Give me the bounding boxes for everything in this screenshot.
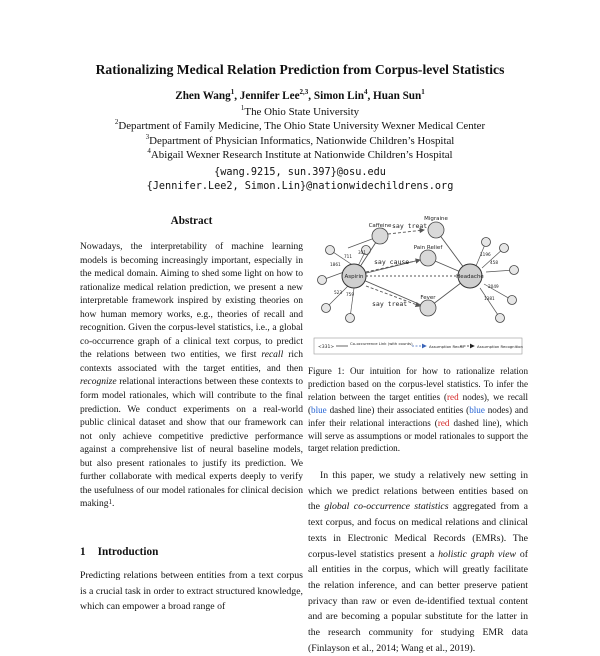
count-label: 711 [344,254,352,259]
label-fever: Fever [420,295,436,301]
text-run: nodes), we recall ( [308,391,528,415]
legend-assumption-recognition: Assumption Recognition [477,344,523,349]
cooccurrence-links [354,230,470,308]
count-label: 331 [358,250,366,255]
text-run: dashed line) their associated entities ( [326,404,470,415]
label-migraine: Migraine [424,216,448,222]
emphasis-text: holistic graph view [438,548,516,560]
affiliation-mark: 3 [145,133,150,141]
author-name: Simon Lin [313,90,364,102]
affiliation-text: Abigail Wexner Research Institute at Nationwide Children’s Hospital [150,149,453,161]
node-pain-relief [420,250,436,266]
right-small-nodes [482,238,519,323]
text-run: Figure 1: Our intuition for how to rationalize relation prediction based on the corpus-level statistics. To infer the relation between the target entities ( [308,366,528,402]
affiliation-line [0,135,600,147]
count-label: 1196 [480,252,491,257]
paper-title: Rationalizing Medical Relation Prediction from Corpus-level Statistics [95,62,505,77]
affiliation-text: Department of Physician Informatics, Nationwide Children’s Hospital [149,135,455,147]
count-label: 1861 [330,262,341,267]
figure-legend [314,338,524,354]
affiliation-text: Department of Family Medicine, The Ohio State University Wexner Medical Center [118,120,486,132]
text-run: . [112,499,115,510]
figure-1 [308,208,528,358]
author-name: Zhen Wang [175,90,231,102]
edge-label-say-cause: say cause [374,258,410,266]
count-label: 759 [346,292,354,297]
affiliation-mark: 1 [240,104,245,112]
colored-text: red [437,417,450,428]
colored-text: blue [311,404,327,415]
text-run: of all entities in the corpus, which will greatly facilitate the relation inference, and can better preserve patient privacy than raw or even de-identified textual content and are becoming a popular substitute for the latter in the research community for studying EMR data (Finlayson et al., 2014; Wang et al., 2019). [308,548,528,654]
emphasis-text: recall [261,350,284,361]
right-column-paragraph [308,468,528,656]
emphasis-text: global co-occurrence statistics [324,501,449,513]
node-migraine [428,222,444,238]
author-name: Huan Sun [373,90,422,102]
figure-caption [308,365,528,455]
text-run: nodes) and infer their relational interactions ( [308,404,528,428]
section-heading-introduction [80,546,158,558]
affiliation-line [0,149,600,161]
text-run: Nowadays, the interpretability of machine learning models is becoming increasingly important, especially in the medical domain. Aiming to shed some light on how to rationalize medical relation prediction, we present a new interpretable framework inspired by existing theories on how human memory works, e.g., theories of recall and recognition. Given the corpus-level statistics, i.e., a global co-occurrence graph of a clinical text corpus, to predict the relations between two entities, we first [80,242,303,361]
node-fever [420,300,436,316]
label-headache: Headache [456,274,484,280]
text-run: rich contexts associated with the target entities, and then [80,350,303,374]
label-pain-relief: Pain Relief [413,245,443,251]
affiliation-line [0,106,600,118]
count-label: 458 [490,260,498,265]
count-label: 1381 [484,296,495,301]
legend-count-sample: <331> [318,345,335,350]
affiliation-text: The Ohio State University [244,106,360,118]
email-nationwide: {Jennifer.Lee2, Simon.Lin}@nationwidechildrens.org [146,181,454,192]
author-list: Zhen Wang$^1$, Jennifer Lee$^{2,3}$, Simon Lin$^4$, Huan Sun$^1$ [175,88,425,102]
count-label: 523 [334,290,342,295]
section-number: 1 [80,546,86,558]
author-affiliation-mark: 2,3 [299,88,309,96]
colored-text: red [447,391,459,402]
introduction-body: Predicting relations between entities from a text corpus is a crucial task in order to extract structured knowledge, which can empower a broad range of [80,570,303,613]
text-run: dashed line), which will serve as assumptions or model rationales to support the target relation prediction. [308,417,528,454]
abstract-body [80,241,303,512]
footnote-mark: 1 [108,498,112,507]
edge-label-say-treat-top: say treat [392,222,428,230]
affiliation-mark: 2 [114,118,119,126]
text-run: aggregated from a text corpus, and focus on medical relations and clinical texts in Electronic Medical Records (EMRs). The corpus-level statistics present a [308,501,529,560]
label-aspirin: Aspirin [344,274,364,280]
figure-graph [308,208,528,358]
author-affiliation-mark: 4 [363,88,368,96]
legend-cooccurrence: Co-occurrence Link (with counts) [350,341,413,346]
legend-assumption-recall: Assumption Recall [429,344,464,349]
colored-text: blue [469,404,485,415]
edge-label-say-treat-bottom: say treat [372,300,408,308]
abstract-heading: Abstract [170,215,213,227]
text-run: relational interactions between these contexts to form model rationales, which will contribute to the final prediction. We conduct experiments on a real-world public clinical dataset and show that our framework can not only achieve competitive predictive performance against a comprehensive list of neural baseline models, but also present rationales to justify its prediction. We further collaborate with medical experts deeply to verify the usefulness of our model rationales for clinical decision making [80,377,303,510]
emphasis-text: recognize [80,377,117,388]
author-affiliation-mark: 1 [421,88,425,96]
section-title: Introduction [97,546,159,558]
node-caffeine [372,228,388,244]
author-affiliation-mark: 1 [230,88,235,96]
author-name: Jennifer Lee [239,90,300,102]
count-label: 2049 [488,284,499,289]
affiliation-line [0,120,600,132]
text-run: In this paper, we study a relatively new setting in which we predict relations between entities based on the [308,470,528,513]
email-osu: {wang.9215, sun.397}@osu.edu [214,167,386,178]
affiliation-mark: 4 [147,147,151,155]
label-caffeine: Caffeine [368,223,392,229]
